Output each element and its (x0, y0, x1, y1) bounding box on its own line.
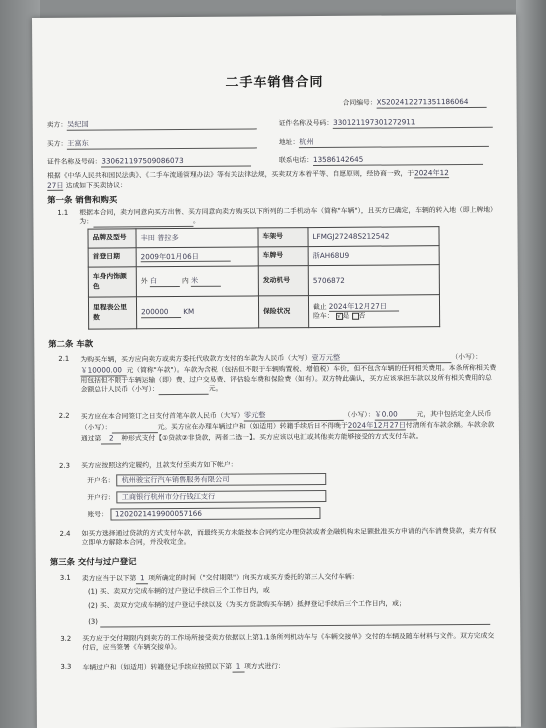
interior-color-label: 内 (181, 277, 189, 286)
engine-label: 发动机号 (258, 266, 308, 296)
clause-2-2-part-f: 种形式支付【①贷款②非贷款，两者二选一】。买方应该以电汇或其他卖方能够接受的方式支付车款。 (121, 432, 423, 443)
buyer-id-value: 330621197509086073 (101, 155, 251, 167)
clause-1-1-number: 1.1 (57, 208, 69, 217)
insurance-label: 保险状况 (258, 296, 308, 328)
price-in-figures: ￥10000.00 (80, 366, 126, 377)
vehicle-info-table (87, 226, 440, 329)
clause-3-1-text (82, 572, 359, 585)
buyer-id-row (47, 155, 251, 167)
desk-background-right (516, 0, 546, 728)
delivery-option: 1 (136, 573, 148, 584)
buyer-phone-row (279, 154, 483, 166)
table-row (88, 246, 439, 267)
mileage-value: 200000 (141, 307, 181, 318)
account-number-label: 账号： (87, 510, 108, 519)
contract-number-label: 合同编号： (342, 98, 377, 107)
seller-name: 吴纪国 (67, 118, 257, 130)
clause-1-1-tail: 。 (192, 217, 200, 226)
vin-value: LFMGJ27248S212542 (308, 227, 439, 247)
delivery-option-1: (1) 买、卖双方完成车辆的过户登记手续后三个工作日内，或 (87, 586, 270, 596)
clause-2-2-part-d: 元。买方应在办理车辆过户和（如适用）转籍手续后日不得晚于 (157, 421, 348, 431)
theft-yes-label: 是 (342, 312, 350, 321)
clause-2-1-text (80, 352, 496, 396)
delivery-option-3: (3) (88, 617, 98, 626)
interior-color-value: 米 (191, 276, 221, 287)
final-payment-date: 2024年12月27日 (347, 420, 406, 430)
color-cell (136, 266, 258, 297)
seller-id-value: 330121197301272911 (333, 117, 493, 129)
clause-1-1-text (79, 206, 495, 228)
deposit-blank (111, 423, 157, 433)
price-in-words: 壹万元整 (311, 353, 381, 364)
mileage-cell (136, 296, 258, 329)
clause-2-1-part-c: 元（简称"车款"）。车款为含税（包括但不限于车辆购置税、增值税）车价，但不包含车辆的任何相关费用。本条所称相关费用包括但不限于车辆运输（即）费、过户交易费、评估验车费和保险费（如有）。双方特此确认，买方应该承担车款以及所有相关费用的总金额总计人民币（小写）： (80, 363, 497, 394)
clause-2-4-number: 2.4 (59, 529, 71, 538)
buyer-name: 王富东 (67, 137, 257, 149)
clause-2-2-number: 2.2 (58, 411, 70, 420)
buyer-label: 买方： (46, 139, 68, 148)
buyer-address-row (279, 136, 489, 148)
plate-value: 浙AH68U9 (308, 246, 439, 266)
preamble-date-part1: 2024年12 (414, 168, 449, 178)
mileage-label: 里程表公里数 (88, 297, 136, 329)
clause-2-1-part-d: 元。 (208, 384, 223, 393)
first-payment-in-figures: ￥0.00 (374, 409, 416, 420)
clause-3-1-part-b: 项所确定的时间（"交付期限"）向买方或买方委托的第三人交付车辆： (148, 572, 359, 583)
contract-paper (32, 15, 521, 728)
theft-yes-checkbox[interactable]: √ (337, 312, 342, 320)
plate-label: 车牌号 (258, 247, 308, 266)
account-name-row (87, 473, 326, 486)
seller-id-label: 证件名称及号码： (278, 118, 334, 128)
clause-2-1-part-a: 为购买车辆，买方应向卖方或卖方委托代收款方支付的车款为人民币（大写） (80, 354, 312, 364)
seller-id-row (279, 117, 493, 129)
clause-2-2-part-c: 元，其中包括定金人民币（小写）： (80, 409, 492, 432)
clause-2-2-text (81, 409, 497, 445)
clause-2-3-number: 2.3 (59, 461, 70, 470)
article-1-heading: 第一条 销售和购买 (47, 194, 118, 205)
bank-label: 开户行： (87, 493, 115, 502)
delivery-option-2: (2) 买、卖双方完成车辆的过户登记手续以及（为买方贷款购买车辆）抵押登记手续后三个工作日内，或； (88, 599, 406, 610)
account-number-value: 1202021419900057166 (110, 507, 320, 520)
blank (381, 353, 451, 364)
preamble-paragraph (47, 168, 499, 191)
article-3-heading: 第三条 交付与过户登记 (49, 556, 137, 567)
seller-row (47, 118, 257, 130)
buyer-address-value: 杭州 (299, 136, 489, 148)
seller-label: 卖方： (46, 120, 68, 129)
preamble-text: 根据《中华人民共和国民法典》、《二手车流通管理办法》等有关法律法规，买卖双方本着平等、自愿原则，经协商一致，于 (47, 169, 415, 180)
clause-2-2-part-a: 买方应在本合同签订之日支付首笔车款人民币（大写） (80, 411, 244, 421)
delivery-option-3-row (88, 615, 490, 628)
clause-2-2-part-b: （小写）： (343, 410, 375, 419)
brand-value: 丰田 普拉多 (136, 228, 258, 248)
exterior-color-label: 外 (140, 277, 148, 286)
buyer-phone-value: 13586142645 (313, 154, 483, 166)
clause-3-3-text (83, 661, 285, 673)
transfer-option: 1 (232, 662, 244, 673)
preamble-tail: 达成如下买卖协议： (65, 181, 127, 190)
clause-3-1-number: 3.1 (59, 573, 71, 582)
clause-3-1-part-a: 卖方应当于以下第 (81, 574, 137, 583)
insurance-end-row (313, 301, 435, 313)
clause-3-2-text: 买方应于交付期限内到卖方的工作场所接受卖方依据以上第1.1条所列机动车与《车辆交接单》交付的车辆及随车材料与文件。双方完成交付后，应当签署《车辆交接单》。 (82, 631, 495, 652)
vin-label: 车架号 (258, 228, 308, 247)
first-registration-label: 首登日期 (88, 248, 136, 267)
mileage-unit: KM (183, 307, 195, 317)
first-registration-value: 2009年01月06日 (141, 251, 231, 262)
payment-option: 2 (101, 433, 121, 444)
theft-label: 险车： (313, 312, 334, 321)
insurance-end-value: 2024年12月27日 (329, 301, 399, 312)
theft-no-checkbox[interactable] (352, 312, 359, 319)
first-payment-in-words: 零元整 (244, 410, 344, 421)
clause-3-3-part-b: 项方式进行： (244, 662, 285, 671)
buyer-phone-label: 联系电话： (278, 156, 314, 165)
buyer-address-label: 地址： (278, 138, 300, 147)
exterior-color-value: 白 (150, 276, 180, 287)
engine-value: 5706872 (308, 265, 439, 296)
table-row (88, 265, 439, 297)
clause-2-4-text: 如买方选择通过贷款的方式支付车款，而最终买方未能按本合同约定办理贷款或者金融机构未足额批准买方申请的汽车消费贷款，卖方有权立即单方解除本合同，并没收定金。 (81, 526, 497, 547)
preamble-date-part2: 27日 (47, 180, 64, 191)
account-name-value: 杭州骏宝行汽车销售服务有限公司 (117, 473, 327, 486)
clause-3-3-part-a: 车辆过户和（如适用）转籍登记手续应按照以下第 (82, 662, 233, 672)
clause-2-1-part-b: （小写）： (451, 352, 483, 362)
table-row (88, 227, 439, 248)
clause-2-2-part-e: 付清所有车款余额。车款余款通过第 (80, 420, 495, 443)
contract-number-row (343, 97, 487, 109)
document-title: 二手车销售合同 (225, 74, 324, 91)
theft-no-label: 否 (358, 311, 366, 320)
clause-2-1-number: 2.1 (58, 354, 70, 363)
article-2-heading: 第二条 车款 (48, 338, 94, 349)
clause-2-3-text: 买方应按照这约定履约，且款支付至卖方如下帐户： (81, 460, 238, 470)
clause-3-3-number: 3.3 (60, 662, 72, 671)
brand-label: 品牌及型号 (88, 229, 136, 248)
contract-number-value: XS202412271351186064 (377, 97, 487, 108)
insurance-end-label: 截止 (312, 302, 327, 311)
registration-place-blank (93, 217, 193, 228)
first-registration-cell (136, 247, 258, 267)
delivery-option-3-blank (100, 615, 490, 628)
bank-row (87, 490, 326, 503)
total-cost-blank (159, 385, 209, 396)
clause-3-2-number: 3.2 (60, 634, 72, 643)
account-name-label: 开户名： (87, 476, 115, 485)
clause-1-1-body: 根据本合同，卖方同意向买方出售、买方同意向卖方购买以下所列的二手机动车（简称"车辆"），且买方已确定，车辆的转入地（即上牌地）为： (79, 205, 494, 226)
buyer-id-label: 证件名称及号码： (46, 157, 102, 166)
buyer-row (47, 137, 257, 149)
bank-value: 工商银行杭州市分行钱江支行 (117, 490, 327, 503)
color-label: 车身内饰颜色 (88, 267, 136, 297)
table-row (88, 295, 439, 329)
account-number-row (87, 507, 320, 520)
theft-row (313, 311, 435, 321)
insurance-cell (308, 295, 439, 328)
